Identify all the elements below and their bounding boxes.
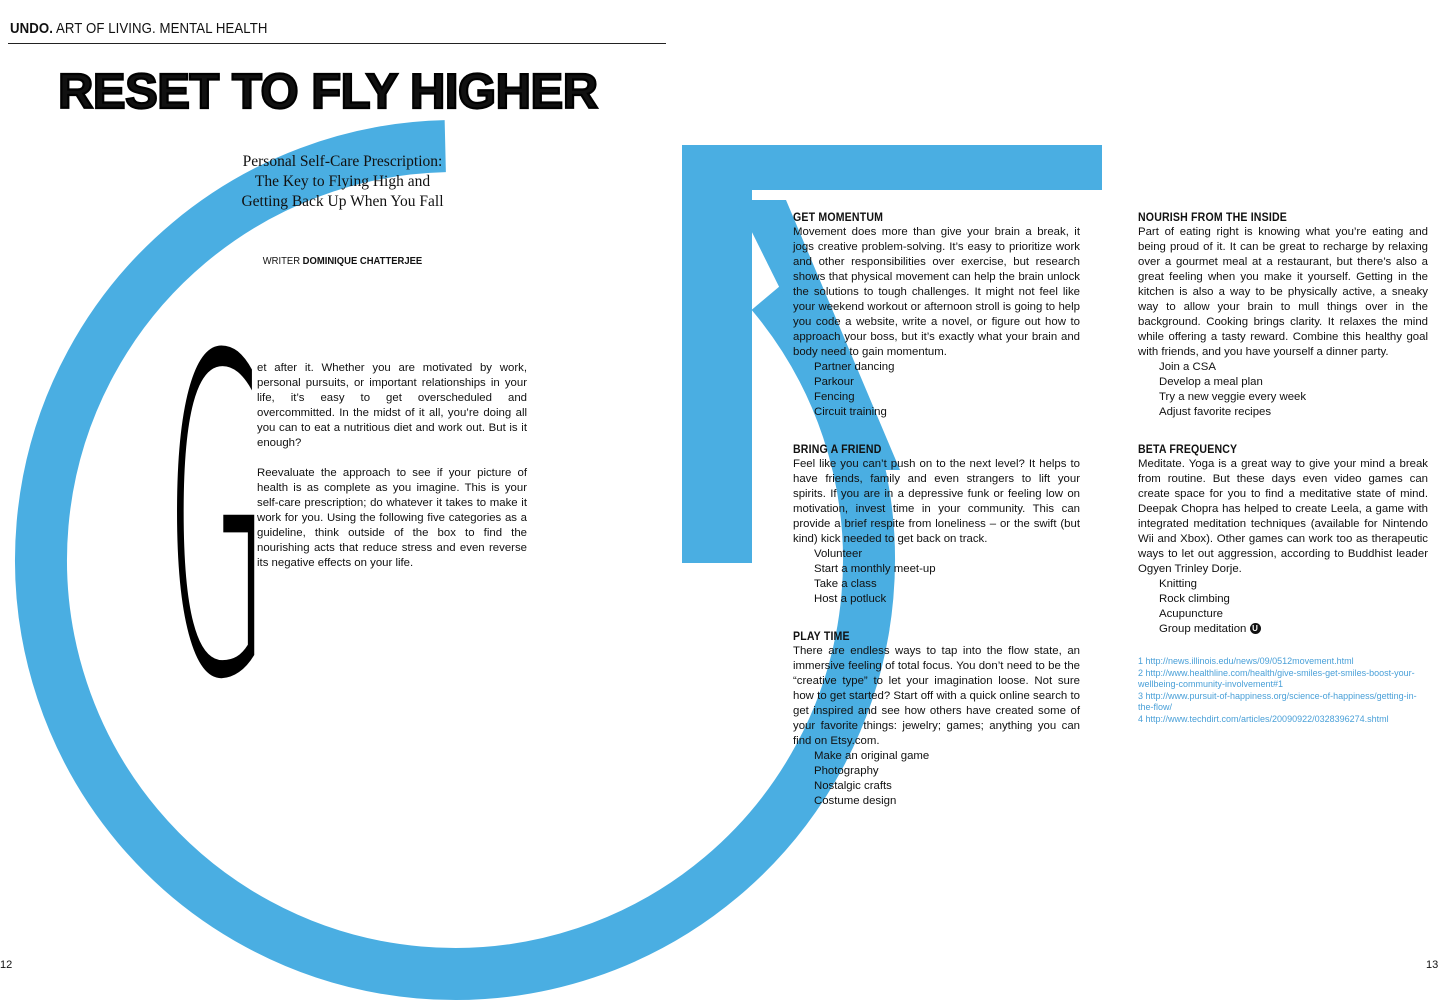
section-heading: NOURISH FROM THE INSIDE: [1138, 210, 1287, 224]
magazine-header: [10, 20, 268, 37]
section-nourish: [1138, 210, 1428, 420]
list-item: Nostalgic crafts: [814, 780, 892, 792]
article-title: RESET TO FLY HIGHER: [58, 65, 598, 119]
subtitle-line: Getting Back Up When You Fall: [241, 193, 444, 210]
list-item: Host a potluck: [814, 593, 887, 605]
section-get-momentum: [793, 210, 1080, 420]
reference-link[interactable]: 2 http://www.healthline.com/health/give-smiles-get-smiles-boost-your-wellbeing-community-involvement#1: [1138, 667, 1415, 689]
intro-text: [257, 361, 527, 586]
section-body: Meditate. Yoga is a great way to give your mind a break from routine. But these days even video games can create space for you to find a meditative state of mind. Deepak Chopra has helped to create Leela, a game with integrated meditation techniques (available for Nintendo Wii and Xbox). Other games can work too as therapeutic ways to let out aggression, according to Buddhist leader Ogyen Trinley Dorje.: [1138, 458, 1428, 575]
brand-name: UNDO.: [10, 20, 53, 37]
list-item: Join a CSA: [1159, 361, 1216, 373]
list-item: Circuit training: [814, 406, 887, 418]
list-item: Volunteer: [814, 548, 863, 560]
list-item: Parkour: [814, 376, 854, 388]
end-mark-icon: U: [1250, 623, 1261, 634]
list-item: Rock climbing: [1159, 593, 1230, 605]
reference-link[interactable]: 3 http://www.pursuit-of-happiness.org/science-of-happiness/getting-in-the-flow/: [1138, 690, 1417, 712]
section-body: Feel like you can’t push on to the next level? It helps to have friends, family and even strangers to lift your spirits. If you are in a depressive funk or feeling low on motivation, invest time in your community. This can provide a brief respite from loneliness – or the swift (but kind) kick needed to get back on track.: [793, 458, 1080, 545]
intro-paragraph: Reevaluate the approach to see if your picture of health is as complete as you imagine. This is your self-care prescription; do whatever it takes to make it work for you. Using the following five categories as a guideline, think outside of the box to find the nourishing acts that reduce stress and even reverse its negative effects on your life.: [257, 467, 527, 569]
article-subtitle: [200, 152, 485, 212]
drop-cap: G: [166, 264, 269, 776]
section-list: [793, 547, 1080, 607]
section-beta-frequency: [1138, 442, 1428, 637]
page-number-right: 13: [1426, 959, 1438, 971]
section-body: Movement does more than give your brain a break, it jogs creative problem-solving. It’s easy to prioritize work and other responsibilities over exercise, but research shows that physical movement can help the brain unlock the solutions to tough challenges. It might not feel like your weekend workout or afternoon stroll is going to help you code a website, write a novel, or figure out how to approach your boss, but it’s exactly what your brain and body need to gain momentum.: [793, 226, 1080, 358]
section-heading: PLAY TIME: [793, 629, 850, 643]
section-bring-a-friend: [793, 442, 1080, 607]
list-item: Knitting: [1159, 578, 1197, 590]
section-heading: BRING A FRIEND: [793, 442, 882, 456]
list-item: Adjust favorite recipes: [1159, 406, 1272, 418]
reference-link[interactable]: 4 http://www.techdirt.com/articles/20090922/0328396274.shtml: [1138, 713, 1389, 724]
subtitle-line: Personal Self-Care Prescription:: [242, 153, 443, 170]
section-heading: GET MOMENTUM: [793, 210, 884, 224]
byline-label: WRITER: [262, 255, 301, 267]
author-name: DOMINIQUE CHATTERJEE: [302, 255, 423, 267]
list-item-label: Group meditation: [1159, 623, 1247, 635]
section-body: Part of eating right is knowing what you’re eating and being proud of it. It can be great to recharge by relaxing over a gourmet meal at a restaurant, but there’s also a great feeling when you make it yourself. Getting in the kitchen is also a way to be physically active, a sneaky way to allow your brain to mull things over in the background. Cooking brings clarity. It relaxes the mind while offering a tasty reward. Combine this healthy goal with friends, and you have yourself a dinner party.: [1138, 226, 1428, 358]
section-heading: BETA FREQUENCY: [1138, 442, 1238, 456]
list-item: Partner dancing: [814, 361, 895, 373]
subtitle-line: The Key to Flying High and: [254, 173, 431, 190]
list-item: Make an original game: [814, 750, 930, 762]
section-body: There are endless ways to tap into the flow state, an immersive feeling of total focus. You don’t need to be the “creative type” to let your imagination loose. Not sure how to get started? Start off with a quick online search to get inspired and see how others have created some of your favorite things: jewelry; games; anything you can find on Etsy.com.: [793, 645, 1080, 747]
reference-link[interactable]: 1 http://news.illinois.edu/news/09/0512movement.html: [1138, 656, 1354, 666]
section-list: [793, 749, 1080, 809]
list-item: Try a new veggie every week: [1159, 391, 1307, 403]
list-item: Take a class: [814, 578, 877, 590]
section-play-time: [793, 629, 1080, 809]
page-number-left: 12: [0, 959, 13, 971]
header-rule: [8, 43, 666, 44]
section-list: [793, 360, 1080, 420]
section-list: [1138, 360, 1428, 420]
list-item: [1159, 622, 1428, 637]
intro-paragraph: et after it. Whether you are motivated by work, personal pursuits, or important relationships in your life, it’s easy to get overscheduled and overcommitted. In the midst of it all, you’re doing all you can to eat a nutritious diet and work out. But is it enough?: [257, 362, 527, 449]
list-item: Start a monthly meet-up: [814, 563, 936, 575]
list-item: Develop a meal plan: [1159, 376, 1263, 388]
list-item: Fencing: [814, 391, 855, 403]
reference-links: [1138, 656, 1430, 725]
list-item: Costume design: [814, 795, 897, 807]
list-item: Photography: [814, 765, 879, 777]
column-middle: [793, 210, 1080, 828]
section-name: ART OF LIVING. MENTAL HEALTH: [56, 20, 268, 37]
column-right: [1138, 210, 1428, 656]
list-item: Acupuncture: [1159, 608, 1223, 620]
section-list: [1138, 577, 1428, 637]
